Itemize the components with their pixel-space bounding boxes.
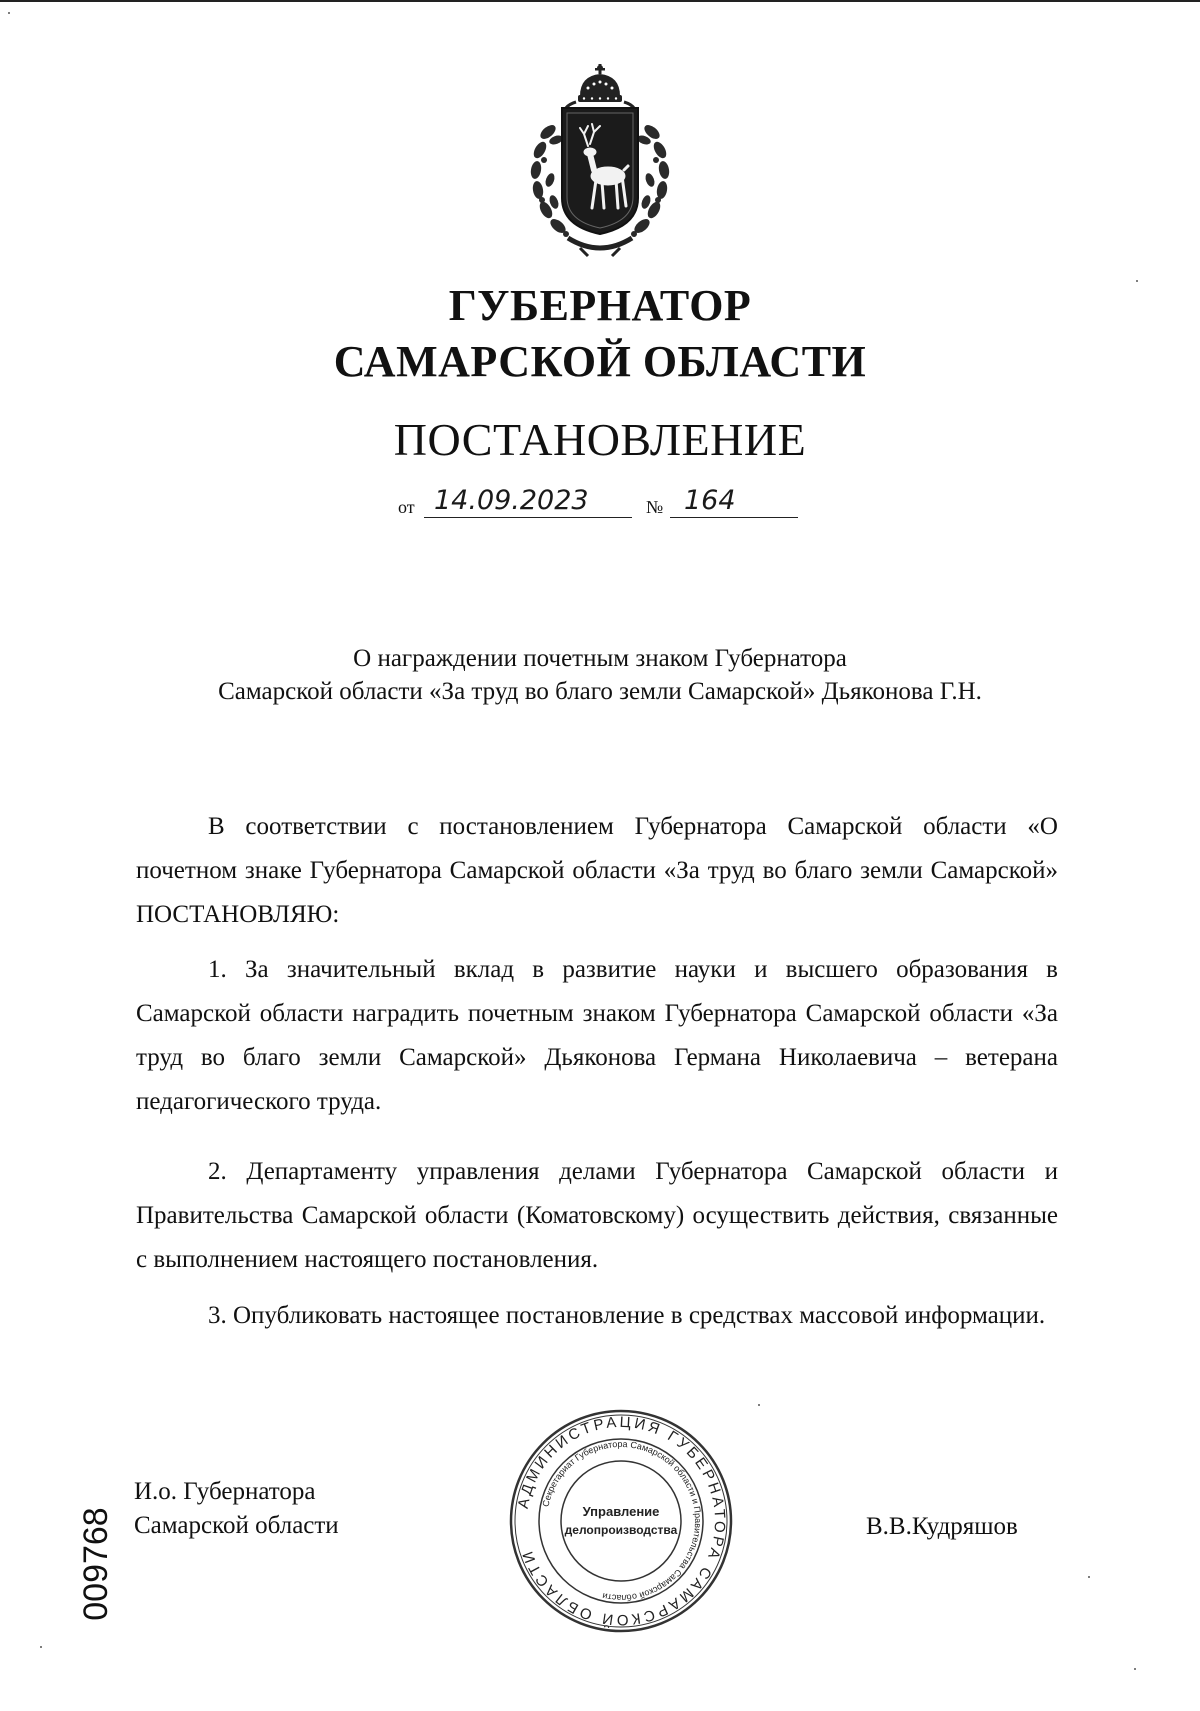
scan-speck [1134,1668,1136,1670]
scan-speck [758,1404,760,1406]
scan-speck [40,1646,42,1648]
signer-name: В.В.Кудряшов [866,1513,1018,1540]
item-3-text: 3. Опубликовать настоящее постановление в средствах массовой информации. [208,1302,1046,1329]
date-number-line [398,484,800,524]
handwritten-date: 14.09.2023 [434,485,589,516]
document-type: ПОСТАНОВЛЕНИЕ [393,414,807,465]
official-stamp [508,1408,734,1634]
number-label: № [646,497,664,517]
item-2-paragraph [136,1150,1058,1282]
stamp-center-line-1: Управление [582,1504,660,1519]
stamp-outer-text: АДМИНИСТРАЦИЯ ГУБЕРНАТОРА САМАРСКОЙ ОБЛАСТИ [514,1413,729,1629]
date-label: от [398,497,415,517]
number-underline [670,517,798,518]
governor-title: ГУБЕРНАТОР [448,281,752,330]
handwritten-number: 164 [684,485,736,516]
subject-line-2: Самарской области «За труд во благо земли Самарской» Дьяконова Г.Н. [218,678,982,705]
item-2-text: 2. Департаменту управления делами Губернатора Самарской области и Правительства Самарской области (Коматовскому) осуществить действия, связанные с выполнением настоящего постановления. [136,1158,1058,1273]
scan-speck [1088,1576,1090,1578]
samara-coat-of-arms-icon [518,62,682,258]
signer-position [134,1475,339,1543]
scan-speck [1136,280,1138,282]
top-edge-rule [0,0,1200,2]
signer-position-line-2: Самарской области [134,1512,339,1539]
registration-number: 009768 [77,1507,115,1621]
region-title: САМАРСКОЙ ОБЛАСТИ [333,337,867,386]
signer-position-line-1: И.о. Губернатора [134,1478,316,1505]
document-subject [100,642,1100,708]
preamble-text: В соответствии с постановлением Губернатора Самарской области «О почетном знаке Губернатора Самарской области «За труд во благо земли Самарской» ПОСТАНОВЛЯЮ: [136,813,1058,928]
item-3-paragraph [136,1294,1058,1338]
stamp-inner-text: Секретариат Губернатора Самарской области и Правительства Самарской области [540,1438,704,1604]
stamp-center-line-2: делопроизводства [564,1523,678,1537]
subject-line-1: О награждении почетным знаком Губернатора [353,645,847,672]
preamble-paragraph [136,805,1058,937]
scan-speck [8,12,10,14]
item-1-text: 1. За значительный вклад в развитие науки и высшего образования в Самарской области наградить почетным знаком Губернатора Самарской области «За труд во благо земли Самарской» Дьяконова Германа Николаевича – ветерана педагогического труда. [136,956,1058,1115]
date-underline [424,517,632,518]
item-1-paragraph [136,948,1058,1124]
